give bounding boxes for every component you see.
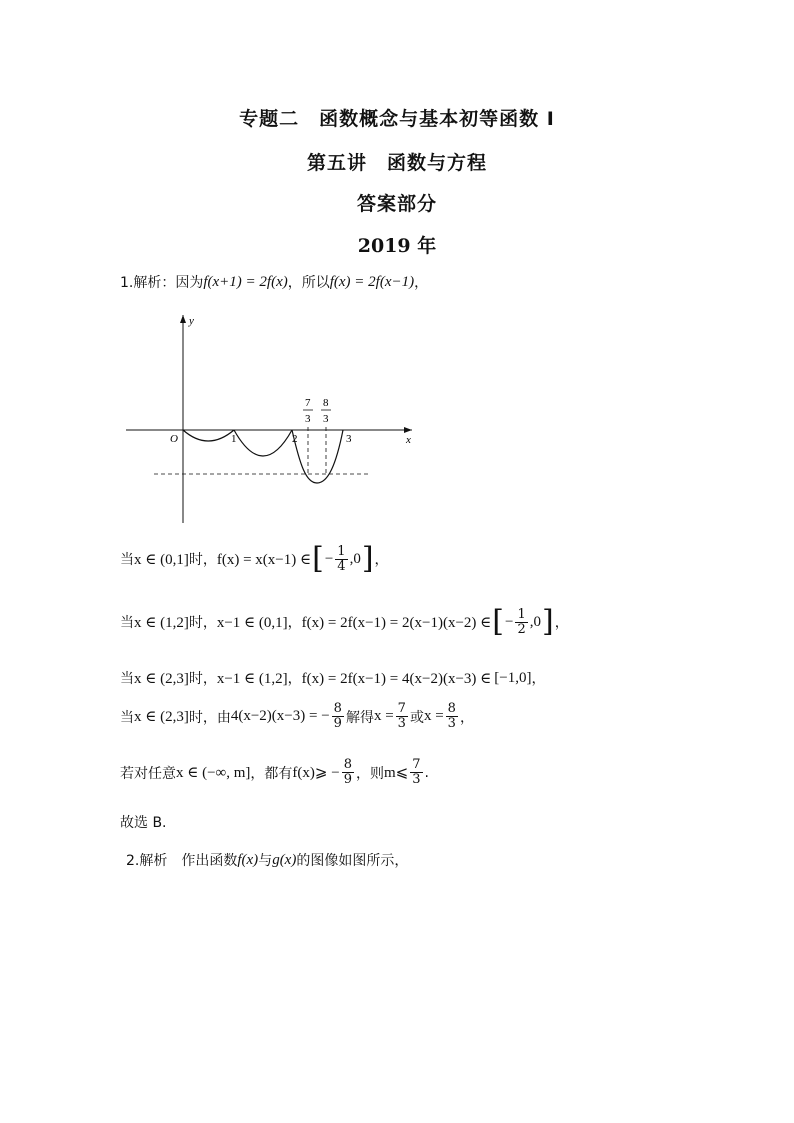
frac-8-3-num: 8 [323,397,329,409]
fraction: $\frac{8}{9}$ [333,701,342,731]
case1-line: 当 x ∈ (0,1] 时， f(x) = x(x−1) ∈ [ − $\frac{1}{4}$ ,0 ] ， [120,541,389,576]
x-axis-label: x [406,434,411,446]
case2-line: 当 x ∈ (1,2] 时， x−1 ∈ (0,1] ， f(x) = 2f(x−1) = 2(x−1)(x−2) ∈ [ − $\frac{1}{2}$ ,0 ] ， [120,604,569,639]
fraction: $\frac{8}{9}$ [343,757,352,787]
problem2-line: 2.解析 作出函数 f(x) 与 g(x) 的图像如图所示， [126,851,409,869]
curve-segment-0-1 [183,430,234,441]
frac-8-3-den: 3 [323,413,329,425]
section-title: 答案部分 [356,193,437,215]
fraction: $\frac{8}{3}$ [447,701,456,731]
tick-label-2: 2 [292,433,298,445]
x-axis-arrow [404,427,412,433]
lecture-title: 第五讲 函数与方程 [306,152,487,174]
origin-label: O [170,433,178,445]
conclusion-line: 若对任意 x ∈ (−∞, m] ，都有 f(x)⩾ − $\frac{8}{9}$ ，则 m⩽ $\frac{7}{3}$ . [120,757,429,787]
y-axis-arrow [180,315,186,323]
function-graph [0,305,794,535]
fraction: $\frac{1}{2}$ [517,606,526,637]
tick-label-3: 3 [346,433,352,445]
fraction: $\frac{7}{3}$ [412,757,421,787]
problem1-intro: 1.解析：因为 f(x+1) = 2f(x) ，所以 f(x) = 2f(x−1) ， [120,273,429,291]
frac-7-3-num: 7 [305,397,311,409]
topic-title: 专题二 函数概念与基本初等函数 I [239,108,555,130]
fraction: $\frac{1}{4}$ [337,543,346,574]
y-axis-label: y [189,315,194,327]
curve-segment-1-2 [234,430,292,456]
year-title: 2019 年 [357,235,437,257]
case4-line: 当 x ∈ (2,3] 时，由 4(x−2)(x−3) = − $\frac{8}{9}$ 解得 x = $\frac{7}{3}$ 或 x = $\frac{8}{3}$ ， [120,701,474,731]
fraction: $\frac{7}{3}$ [397,701,406,731]
answer-line: 故选 B. [120,815,167,831]
curve-segment-2-3 [292,430,343,483]
tick-label-1: 1 [231,433,237,445]
case3-line: 当 x ∈ (2,3] 时， x−1 ∈ (1,2] ， f(x) = 2f(x−1) = 4(x−2)(x−3) ∈ [−1,0] ， [120,669,546,687]
frac-7-3-den: 3 [305,413,311,425]
